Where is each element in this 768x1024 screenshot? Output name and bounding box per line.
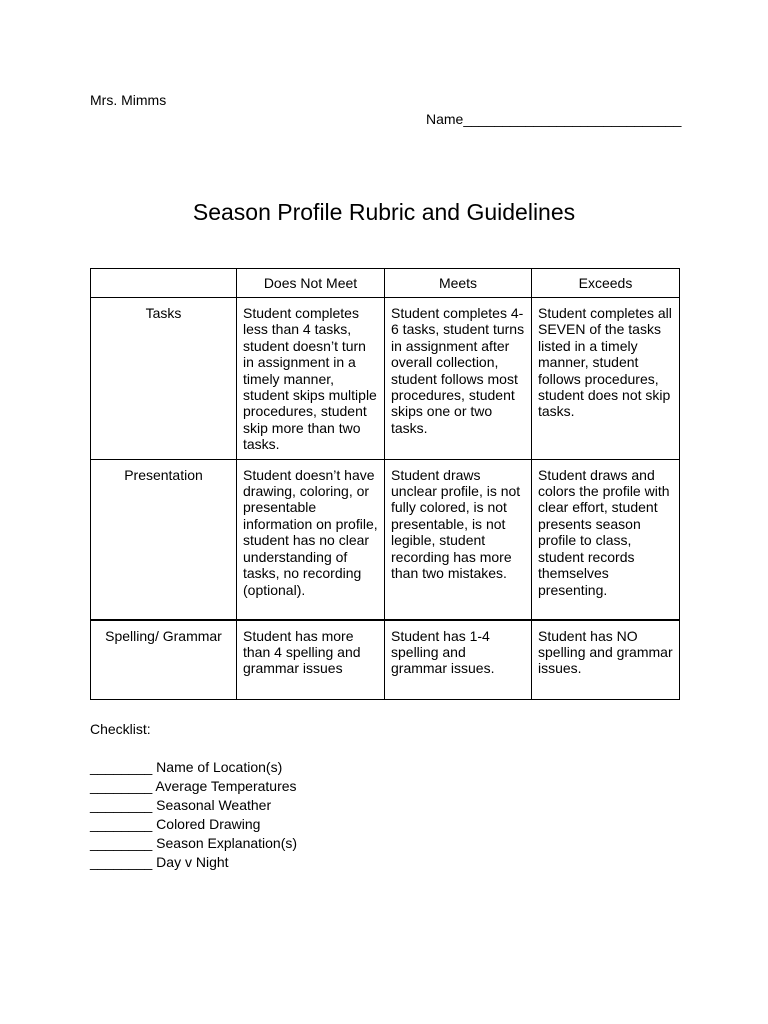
- criterion-cell: Spelling/ Grammar: [91, 620, 237, 700]
- checklist-item: ________ Day v Night: [90, 854, 229, 870]
- criterion-cell: Presentation: [91, 459, 237, 620]
- rubric-header-criterion: [91, 269, 237, 298]
- does-not-meet-cell: Student doesn’t have drawing, coloring, or presentable information on profile, student has no clear understanding of tasks, no recording (optional).: [237, 459, 385, 620]
- checklist-label: Checklist:: [90, 721, 151, 737]
- table-row: [91, 620, 680, 700]
- checklist-item: ________ Name of Location(s): [90, 759, 283, 775]
- checklist: [90, 758, 297, 872]
- exceeds-cell: Student has NO spelling and grammar issues.: [532, 620, 680, 700]
- rubric-table: [90, 268, 680, 700]
- table-row: [91, 459, 680, 620]
- does-not-meet-cell: Student completes less than 4 tasks, student doesn’t turn in assignment in a timely manner, student skips multiple procedures, student skip more than two tasks.: [237, 298, 385, 460]
- teacher-name: Mrs. Mimms: [90, 92, 167, 108]
- checklist-item: ________ Colored Drawing: [90, 816, 261, 832]
- meets-cell: Student completes 4-6 tasks, student turns in assignment after overall collection, student follows most procedures, student skips one or two tasks.: [385, 298, 532, 460]
- checklist-item: ________ Season Explanation(s): [90, 835, 298, 851]
- exceeds-cell: Student completes all SEVEN of the tasks listed in a timely manner, student follows procedures, student does not skip tasks.: [532, 298, 680, 460]
- rubric-header-exceeds: Exceeds: [532, 269, 680, 298]
- exceeds-cell: Student draws and colors the profile with clear effort, student presents season profile to class, student records themselves presenting.: [532, 459, 680, 620]
- rubric-header-row: [91, 269, 680, 298]
- rubric-header-does-not-meet: Does Not Meet: [237, 269, 385, 298]
- does-not-meet-cell: Student has more than 4 spelling and grammar issues: [237, 620, 385, 700]
- table-row: [91, 298, 680, 460]
- checklist-item: ________ Seasonal Weather: [90, 797, 272, 813]
- meets-cell: Student has 1-4 spelling and grammar issues.: [385, 620, 532, 700]
- checklist-item: ________ Average Temperatures: [90, 778, 297, 794]
- criterion-cell: Tasks: [91, 298, 237, 460]
- meets-cell: Student draws unclear profile, is not fully colored, is not presentable, is not legible, student recording has more than two mistakes.: [385, 459, 532, 620]
- page-title: Season Profile Rubric and Guidelines: [192, 199, 576, 225]
- rubric-header-meets: Meets: [385, 269, 532, 298]
- student-name-field: Name____________________________: [426, 111, 682, 127]
